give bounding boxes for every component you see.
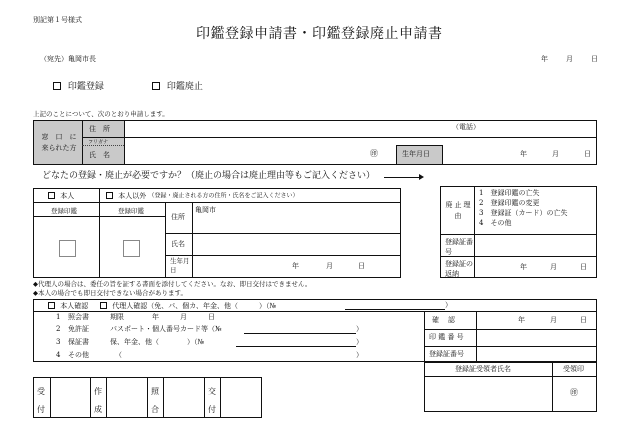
target-dob-year: 年 [292, 262, 299, 270]
note-self: ◆本人の場合でも即日交付できない場合があります。 [33, 289, 187, 297]
note-proxy: ◆代理人の場合は、委任の旨を証する書面を添付してください。なお、即日交付はできません。 [33, 280, 312, 288]
applicant-seal-mark: ㊞ [370, 149, 378, 158]
applicant-name-field[interactable] [126, 139, 376, 163]
receiver-name-label: 登録証受領者氏名 [455, 365, 511, 373]
reason-4[interactable]: 4 その他 [479, 219, 512, 227]
form-number: 別記第１号様式 [33, 16, 82, 24]
target-dob-day: 日 [358, 262, 365, 270]
seal-col-other: 登録印鑑 [118, 207, 144, 215]
target-other-checkbox[interactable] [106, 192, 113, 199]
verify-item-1-no: 1 [56, 313, 61, 321]
self-seal-box[interactable] [59, 240, 76, 257]
date-day: 日 [591, 55, 598, 63]
self-verification-checkbox[interactable] [48, 302, 55, 309]
confirm-day: 日 [580, 316, 587, 324]
option-abolish[interactable] [152, 82, 203, 92]
seal-col-self: 登録印鑑 [51, 207, 77, 215]
target-dob-label: 生年月日 [170, 257, 190, 275]
return-month: 月 [550, 263, 557, 271]
target-address-value[interactable]: 亀岡市 [195, 206, 216, 214]
verify-item-2-no: 2 [56, 325, 61, 333]
target-other-note: （登録・廃止される方の住所・氏名をご記入ください） [148, 192, 299, 200]
stamp-issued-box[interactable] [221, 378, 261, 417]
question-text: どなたの登録・廃止が必要ですか？（廃止の場合は廃止理由等もご記入ください） [42, 171, 376, 181]
applicant-dob-month: 月 [552, 150, 559, 158]
receiver-seal-mark: ㊞ [570, 388, 578, 397]
question-arrow-line [384, 177, 420, 178]
date-month: 月 [566, 55, 573, 63]
reason-1[interactable]: 1 登録印鑑の亡失 [479, 189, 540, 197]
option-register-label: 印鑑登録 [67, 81, 104, 92]
target-self-option[interactable] [48, 192, 74, 200]
stamp-checked-box[interactable] [164, 378, 203, 417]
verify-item-2-detail[interactable]: パスポート・個人番号カード等（№ [110, 325, 222, 333]
target-dob-month: 月 [326, 262, 333, 270]
return-day: 日 [580, 263, 587, 271]
applicant-phone-label: （電話） [452, 123, 480, 131]
verify-item-1-detail[interactable]: 期限 年 月 日 [110, 313, 215, 321]
applicant-dob-year: 年 [520, 150, 527, 158]
option-register[interactable] [53, 82, 104, 92]
return-year: 年 [520, 263, 527, 271]
seal-no-label: 印 鑑 番 号 [429, 333, 464, 341]
target-other-option[interactable] [106, 192, 298, 200]
verify-item-2-close: ） [356, 325, 363, 333]
self-verification-option[interactable] [48, 302, 88, 310]
reason-2[interactable]: 2 登録印鑑の変更 [479, 199, 540, 207]
abolition-reason-label: 廃止理由 [445, 201, 473, 220]
target-name-label: 氏名 [171, 240, 185, 248]
stamp-receipt-label: 受付 [37, 387, 45, 414]
stamp-created-label: 作成 [94, 387, 102, 414]
receiver-name-field[interactable] [426, 378, 550, 410]
stamp-checked-label: 照合 [151, 387, 159, 414]
abolish-checkbox[interactable] [152, 82, 160, 90]
verify-cert-no-label: 登録証番号 [429, 350, 464, 358]
receiver-seal-label: 受領印 [563, 365, 584, 373]
applicant-furigana-label: フリガナ [88, 139, 109, 146]
target-other-label: 本人以外 [118, 191, 147, 200]
verify-item-1-label: 照会書 [68, 313, 89, 321]
other-seal-box[interactable] [123, 240, 140, 257]
applicant-section-label: 窓 口 に来られた方 [41, 133, 77, 152]
confirm-label: 確 認 [432, 316, 456, 324]
stamp-issued-label: 交付 [208, 387, 216, 414]
reason-3[interactable]: 3 登録証（カード）の亡失 [479, 209, 568, 217]
verify-item-4-no: 4 [56, 351, 61, 359]
verify-item-3-close: ） [356, 338, 363, 346]
date-year: 年 [541, 55, 548, 63]
abolition-cert-return-label: 登録証の返納 [445, 260, 473, 279]
verify-item-4-label: その他 [68, 351, 89, 359]
verify-item-3-label: 保証書 [68, 338, 89, 346]
confirm-year: 年 [518, 316, 525, 324]
register-checkbox[interactable] [53, 82, 61, 90]
verify-item-4-close: ） [356, 351, 363, 359]
abolition-cert-no-label: 登録証番号 [445, 238, 473, 257]
target-address-label: 住所 [171, 213, 185, 221]
proxy-verification-label: 代理人確認（免、パ、個カ、年金、他（ ）（№ [112, 301, 277, 310]
target-name-field[interactable] [194, 235, 399, 254]
applicant-address-field[interactable] [126, 122, 426, 136]
page-title: 印鑑登録申請書・印鑑登録廃止申請書 [196, 26, 443, 42]
confirm-month: 月 [550, 316, 557, 324]
addressee: （宛先）亀岡市長 [40, 55, 96, 63]
target-self-label: 本人 [60, 191, 75, 200]
applicant-name-label: 氏 名 [89, 151, 110, 159]
proxy-verification-option[interactable] [100, 302, 276, 310]
target-self-checkbox[interactable] [48, 192, 55, 199]
applicant-dob-label: 生年月日 [402, 150, 430, 158]
self-verification-label: 本人確認 [60, 301, 89, 310]
option-abolish-label: 印鑑廃止 [166, 81, 203, 92]
applicant-address-label: 住 所 [89, 125, 110, 133]
applicant-dob-day: 日 [584, 150, 591, 158]
stamp-receipt-box[interactable] [51, 378, 89, 417]
verify-item-3-detail[interactable]: 保、年金、他（ ）（№ [110, 338, 205, 346]
proxy-no-close: ） [445, 301, 452, 309]
verify-item-2-label: 免許証 [68, 325, 89, 333]
verify-item-3-no: 3 [56, 338, 61, 346]
verify-item-4-detail[interactable]: （ [115, 351, 122, 359]
intro-text: 上記のことについて、次のとおり申請します。 [33, 110, 169, 118]
proxy-no-underline [345, 309, 445, 310]
arrow-icon [419, 174, 424, 180]
proxy-verification-checkbox[interactable] [100, 302, 107, 309]
stamp-created-box[interactable] [107, 378, 146, 417]
